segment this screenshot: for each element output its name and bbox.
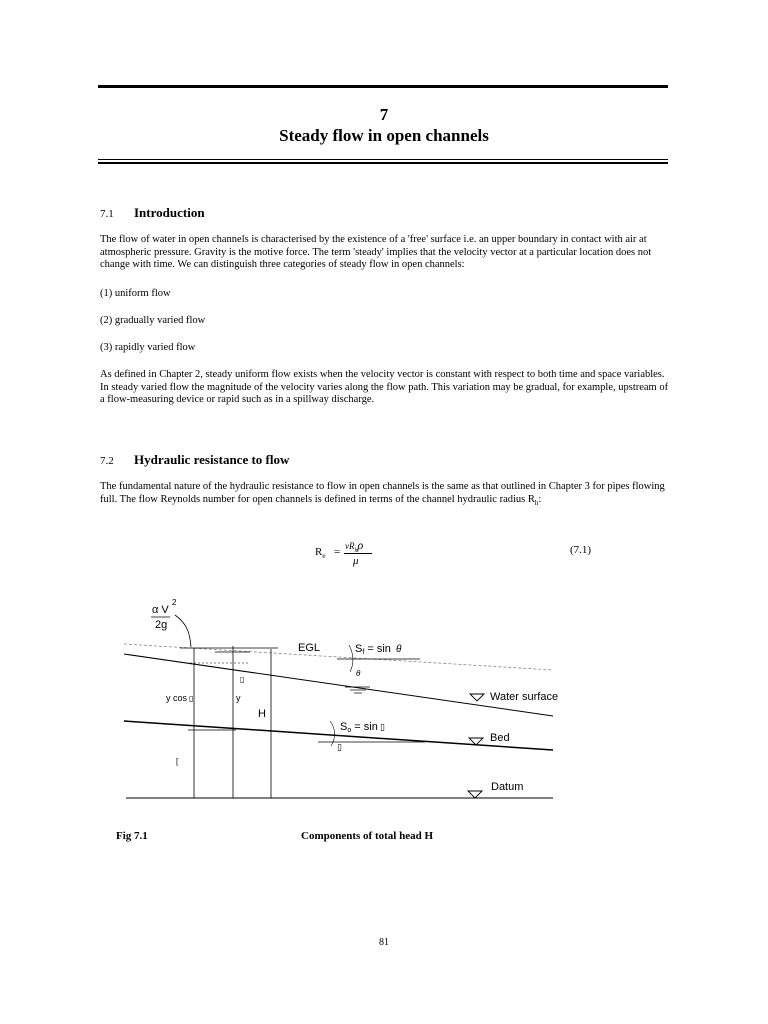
fig-sf-bracket <box>349 645 353 672</box>
list-item: (2) gradually varied flow <box>100 315 206 326</box>
fig-y-label: y <box>236 693 241 703</box>
eq-R: R <box>349 541 355 551</box>
section-heading-intro <box>100 205 205 221</box>
fig-water-surface-label: Water surface <box>490 691 559 703</box>
fig-datum-triangle <box>468 791 482 798</box>
eq-fraction-bar <box>344 553 372 554</box>
eq-lhs-sub: e <box>322 552 326 561</box>
figure-label: Fig 7.1 <box>116 830 148 842</box>
fig-water-surface-line <box>124 654 553 716</box>
figure-total-head <box>0 590 768 820</box>
fig-z-label: [ <box>176 757 179 766</box>
fig-datum-label: Datum <box>491 781 524 793</box>
list-item: (3) rapidly varied flow <box>100 342 196 353</box>
fig-H-label: H <box>258 708 266 720</box>
eq-numerator <box>345 538 363 554</box>
fig-bed-label: Bed <box>490 732 510 744</box>
fig-so-angle: ▯ <box>337 742 342 752</box>
fig-alpha-v2: α V <box>152 604 169 616</box>
eq-R-sub: h <box>354 548 358 555</box>
figure-title: Components of total head H <box>301 830 434 842</box>
eq-equals: = <box>334 546 341 558</box>
fig-exp: 2 <box>172 598 177 607</box>
resistance-paragraph <box>100 481 670 509</box>
page-number: 81 <box>379 937 389 948</box>
section-heading-resistance <box>100 452 289 468</box>
equation-number: (7.1) <box>570 544 592 556</box>
title-rule-thin <box>98 159 668 160</box>
fig-two-g: 2g <box>155 619 168 631</box>
fig-sf-angle: θ <box>356 669 361 678</box>
fig-sf-label: Sf = sin <box>355 643 391 656</box>
fig-so-box: ▯ <box>380 722 385 732</box>
top-rule <box>98 85 668 88</box>
eq-rho: ρ <box>357 538 364 552</box>
fig-ycos-label: y cos <box>166 693 188 703</box>
fig-so-label: So = sin <box>340 721 378 734</box>
chapter-number: 7 <box>379 105 389 124</box>
fig-water-triangle <box>470 694 484 701</box>
eq-lhs <box>315 546 325 560</box>
section-title: Introduction <box>134 205 205 220</box>
fig-leader-curve <box>175 615 191 647</box>
fig-theta-small: ▯ <box>240 675 245 684</box>
intro-paragraph-2: As defined in Chapter 2, steady uniform flow exists when the velocity vector is constant with respect to both time and space variables. In steady varied flow the magnitude of the velocity varies along the flow path. This variation may be gradual, for example, upstream of a flow-measuring device or rapid such as in a spillway discharge. <box>100 369 669 405</box>
subscript: h <box>534 498 539 507</box>
chapter-title: Steady flow in open channels <box>279 126 489 145</box>
fig-sf-theta: θ <box>396 644 402 655</box>
intro-paragraph-1: The flow of water in open channels is characterised by the existence of a 'free' surface i.e. an upper boundary in contact with air at atmospheric pressure. Gravity is the motive force. The term 'steady' implies that the velocity vector at a particular location does not change with time. We can distinguish three categories of steady flow in open channels: <box>100 234 652 270</box>
section-number: 7.1 <box>100 208 114 220</box>
section-title: Hydraulic resistance to flow <box>134 452 290 467</box>
eq-lhs-symbol: R <box>315 546 323 558</box>
fig-ycos-theta: ▯ <box>189 694 194 703</box>
title-rule-thick <box>98 162 668 164</box>
list-item: (1) uniform flow <box>100 288 171 299</box>
paragraph-end: : <box>538 493 542 505</box>
fig-egl-label: EGL <box>298 642 321 654</box>
paragraph-text: The fundamental nature of the hydraulic resistance to flow in open channels is the same as that outlined in Chapter 3 for pipes flowing full. The flow Reynolds number for open channels is defined in terms of the channel hydraulic radius R <box>100 481 665 505</box>
eq-v: v <box>345 541 349 551</box>
section-number: 7.2 <box>100 455 114 467</box>
eq-denominator: μ <box>353 555 359 567</box>
